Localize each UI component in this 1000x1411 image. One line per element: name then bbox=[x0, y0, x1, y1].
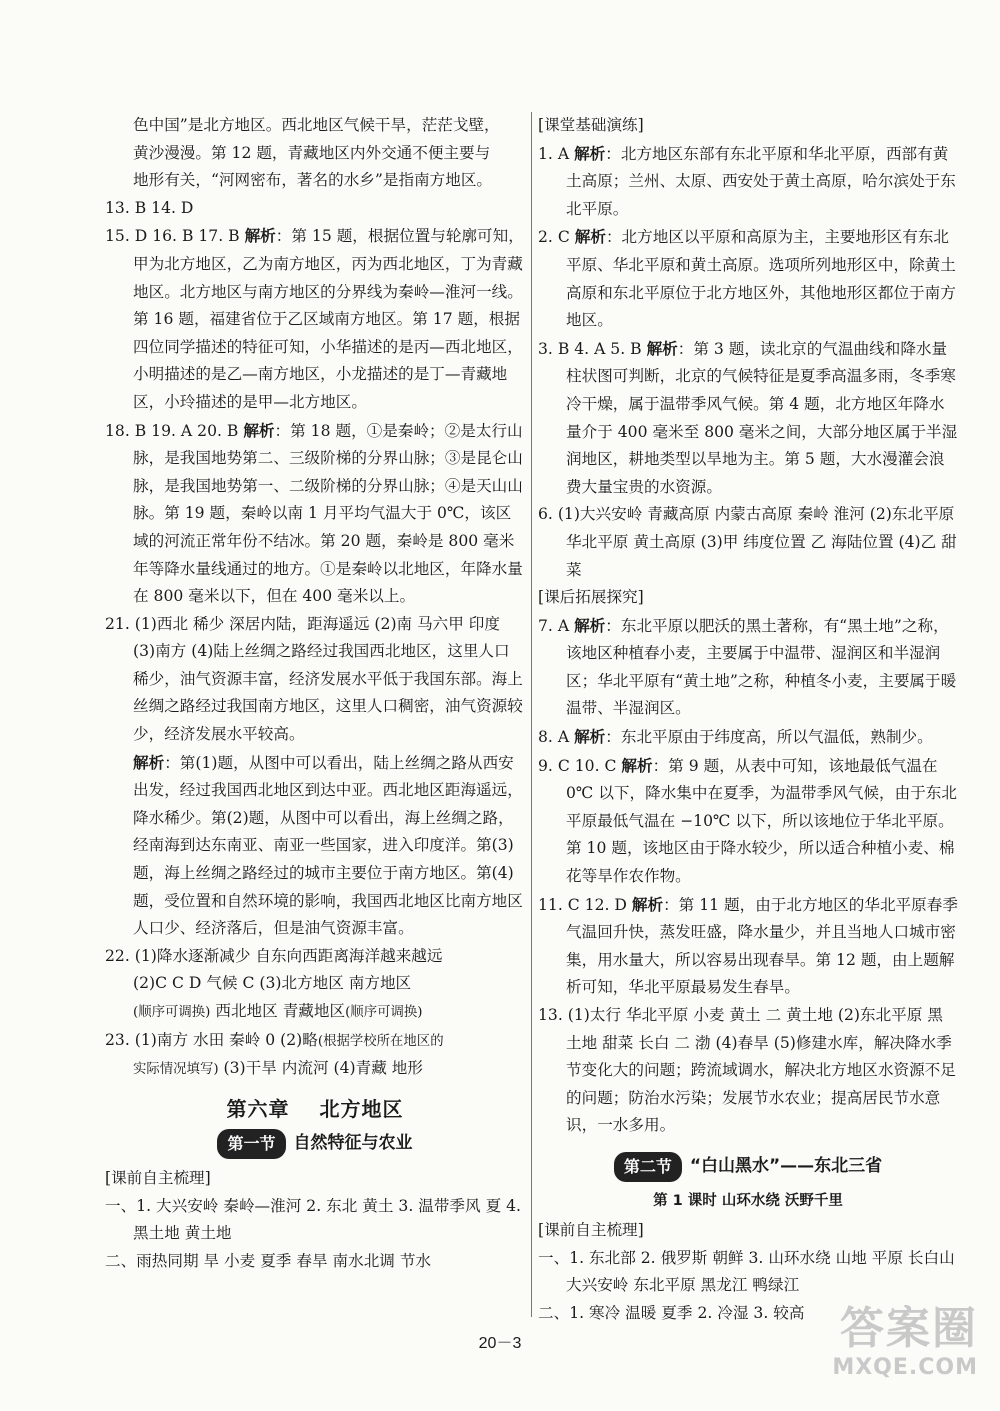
fill-note: 实际情况填写) bbox=[133, 1062, 219, 1078]
order-note: (顺序可调换) bbox=[345, 1005, 423, 1020]
answer-11 bbox=[538, 891, 958, 1002]
section-title: “白山黑水”——东北三省 bbox=[689, 1155, 883, 1176]
column-divider bbox=[531, 112, 532, 1317]
section-heading bbox=[105, 1129, 525, 1159]
order-note: (顺序可调换) bbox=[133, 1005, 211, 1020]
answer-1 bbox=[538, 140, 958, 224]
pre-class-item: 一、1. 东北部 2. 俄罗斯 朝鲜 3. 山环水绕 山地 平原 长白山 大兴安岭 东北平原 黑龙江 鸭绿江 bbox=[538, 1248, 955, 1295]
answer-text: 西北地区 青藏地区 bbox=[210, 1002, 346, 1020]
analysis-label: 解析 bbox=[646, 338, 678, 358]
carry-line: 色中国”是北方地区。西北地区气候干旱，茫茫戈壁， bbox=[133, 116, 500, 134]
analysis-text: ：东北平原以肥沃的黑土著称，有“黑土地”之称，该地区种植春小麦，主要属于中温带、湿润区和半湿润区；华北平原有“黄土地”之称，种植冬小麦，主要属于暖温带、半湿润区。 bbox=[566, 616, 957, 718]
watermark-text: 答案圈 bbox=[840, 1303, 978, 1354]
answer-6: 6. (1)大兴安岭 青藏高原 内蒙古高原 秦岭 淮河 (2)东北平原 华北平原 黄土高原 (3)甲 纬度位置 乙 海陆位置 (4)乙 甜菜 bbox=[538, 505, 957, 579]
answer-keys: 3. B 4. A 5. B bbox=[538, 339, 647, 358]
chapter-title: 第六章 北方地区 bbox=[226, 1096, 404, 1121]
analysis-text: ：东北平原由于纬度高，所以气温低，熟制少。 bbox=[605, 728, 933, 747]
after-class-label: [课后拓展探究] bbox=[538, 588, 644, 607]
pre-class-item: 一、1. 大兴安岭 秦岭—淮河 2. 东北 黄土 3. 温带季风 夏 4. 黑土地 黄土地 bbox=[105, 1196, 521, 1243]
section-heading bbox=[538, 1152, 958, 1182]
pre-class-label: [课前自主梳理] bbox=[538, 1221, 644, 1240]
answer-21-analysis bbox=[105, 749, 525, 943]
page-number: 20－3 bbox=[478, 1335, 522, 1352]
analysis-label: 解析 bbox=[621, 755, 653, 775]
pre-class-item: 二、雨热同期 旱 小麦 夏季 春旱 南水北调 节水 bbox=[105, 1251, 432, 1270]
pre-class-label: [课前自主梳理] bbox=[105, 1168, 211, 1187]
analysis-text: ：第 18 题，①是秦岭；②是太行山脉，是我国地势第二、三级阶梯的分界山脉；③是昆仑山脉，是我国地势第一、二级阶梯的分界山脉；④是天山山脉。第 19 题，秦岭以南 1 月平均气温大于 0℃，该区域的河流正常年份不结冰。第 20 题，秦岭是 800 毫米年等降水量线通过的地方。①是秦岭以北地区，年降水量在 800 毫米以下，但在 400 毫米以上。 bbox=[133, 421, 523, 606]
answer-keys: 11. C 12. D bbox=[538, 895, 632, 914]
section-title: 自然特征与农业 bbox=[293, 1133, 413, 1154]
analysis-text: ：第 9 题，从表中可知，该地最低气温在 0℃ 以下，降水集中在夏季，为温带季风气候，由于东北平原最低气温在 −10℃ 以下，所以该地位于华北平原。第 10 题，该地区由于降水较少，所以适合种植小麦、棉花等旱作农作物。 bbox=[566, 756, 957, 886]
answer-text: (3)干旱 内流河 (4)青藏 地形 bbox=[218, 1059, 423, 1078]
answer-9 bbox=[538, 752, 958, 891]
right-column bbox=[538, 112, 958, 1328]
analysis-label: 解析 bbox=[133, 752, 165, 772]
analysis-label: 解析 bbox=[244, 226, 276, 246]
carry-line: 地形有关，“河网密布，著名的水乡”是指南方地区。 bbox=[133, 171, 493, 190]
analysis-label: 解析 bbox=[243, 420, 275, 440]
answer-keys: 1. A bbox=[538, 144, 575, 163]
watermark-logo bbox=[803, 1303, 978, 1393]
answer-21: 21. (1)西北 稀少 深居内陆，距海遥远 (2)南 马六甲 印度 (3)南方 (4)陆上丝绸之路经过我国西北地区，这里人口稀少，油气资源丰富，经济发展水平低于我国东部。海上丝绸之路经过我国南方地区，这里人口稠密，油气资源较少，经济发展水平较高。 bbox=[105, 614, 523, 744]
analysis-label: 解析 bbox=[574, 143, 606, 163]
left-column bbox=[105, 112, 525, 1275]
answer-23-line bbox=[105, 1055, 525, 1084]
analysis-text: ：北方地区东部有东北平原和华北平原，西部有黄土高原；兰州、太原、西安处于黄土高原，哈尔滨处于东北平原。 bbox=[566, 144, 956, 218]
answer-keys: 8. A bbox=[538, 728, 575, 747]
carry-line: 黄沙漫漫。第 12 题，青藏地区内外交通不便主要与 bbox=[133, 143, 491, 162]
analysis-text: ：第 3 题，读北京的气温曲线和降水量柱状图可判断，北京的气候特征是夏季高温多雨，冬季寒冷干燥，属于温带季风气候。第 4 题，北方地区年降水量介于 400 毫米至 800 毫米之间，大部分地区属于半湿润地区，耕地类型以旱地为主。第 5 题，大水漫灌会浪费大量宝贵的水资源。 bbox=[566, 339, 958, 496]
analysis-label: 解析 bbox=[574, 727, 606, 747]
fill-note: (根据学校所在地区的 bbox=[317, 1033, 444, 1049]
answer-7 bbox=[538, 612, 958, 723]
answer-2 bbox=[538, 223, 958, 334]
answer-18 bbox=[105, 417, 525, 611]
answer-keys: 2. C bbox=[538, 228, 575, 247]
answer-13: 13. (1)太行 华北平原 小麦 黄土 二 黄土地 (2)东北平原 黑土地 甜菜 长白 二 渤 (4)春旱 (5)修建水库，解决降水季节变化大的问题；跨流域调水，解决北方地区水资源不足的问题；防治水污染；发展节水农业；提高居民节水意识，一水多用。 bbox=[538, 1006, 956, 1135]
analysis-label: 解析 bbox=[631, 894, 664, 914]
watermark-url: MXQE.COM bbox=[832, 1355, 978, 1380]
analysis-text: ：北方地区以平原和高原为主，主要地形区有东北平原、华北平原和黄土高原。选项所列地形区中，除黄土高原和东北平原位于北方地区外，其他地形区都位于南方地区。 bbox=[566, 228, 956, 330]
answer-text: 23. (1)南方 水田 秦岭 0 (2)略 bbox=[105, 1030, 318, 1049]
answer-22-line bbox=[105, 998, 525, 1027]
answer-8 bbox=[538, 723, 958, 752]
answer-15 bbox=[105, 222, 525, 416]
answer-keys: 15. D 16. B 17. B bbox=[105, 227, 245, 246]
analysis-text: ：第 11 题，由于北方地区的华北平原春季气温回升快，蒸发旺盛，降水量少，并且当地人口城市密集，用水量大，所以容易出现春旱。第 12 题，由上题解析可知，华北平原最易发生春旱。 bbox=[566, 895, 958, 997]
answer-3 bbox=[538, 335, 958, 502]
section-badge: 第一节 bbox=[217, 1129, 285, 1159]
answer-keys: 7. A bbox=[538, 616, 575, 635]
answer-22-line: 22. (1)降水逐渐减少 自东向西距离海洋越来越远 bbox=[105, 946, 443, 965]
answer-keys: 18. B 19. A 20. B bbox=[105, 421, 244, 440]
analysis-text: ：第(1)题，从图中可以看出，陆上丝绸之路从西安出发，经过我国西北地区到达中亚。西北地区距海遥远，降水稀少。第(2)题，从图中可以看出，海上丝绸之路，经南海到达东南亚、南亚一些国家，进入印度洋。第(3)题，海上丝绸之路经过的城市主要位于南方地区。第(4)题，受位置和自然环境的影响，我国西北地区比南方地区人口少、经济落后，但是油气资源丰富。 bbox=[133, 753, 523, 938]
answer-keys: 9. C 10. C bbox=[538, 756, 622, 775]
lesson-title: 第 1 课时 山环水绕 沃野千里 bbox=[653, 1192, 843, 1209]
analysis-label: 解析 bbox=[574, 227, 606, 247]
in-class-label: [课堂基础演练] bbox=[538, 116, 644, 134]
analysis-label: 解析 bbox=[574, 615, 606, 635]
analysis-text: ：第 15 题，根据位置与轮廓可知，甲为北方地区，乙为南方地区，丙为西北地区，丁为青藏地区。北方地区与南方地区的分界线为秦岭—淮河一线。第 16 题，福建省位于乙区域南方地区。第 17 题，根据四位同学描述的特征可知，小华描述的是丙—西北地区，小明描述的是乙—南方地区，小龙描述的是丁—青藏地区，小玲描述的是甲—北方地区。 bbox=[133, 227, 524, 411]
answer-23-line bbox=[105, 1027, 525, 1056]
answer-13: 13. B 14. D bbox=[105, 198, 194, 217]
section-badge: 第二节 bbox=[614, 1152, 682, 1182]
pre-class-item: 二、1. 寒冷 温暖 夏季 2. 冷湿 3. 较高 bbox=[538, 1303, 805, 1322]
answer-22-line: (2)C C D 气候 C (3)北方地区 南方地区 bbox=[133, 974, 412, 993]
